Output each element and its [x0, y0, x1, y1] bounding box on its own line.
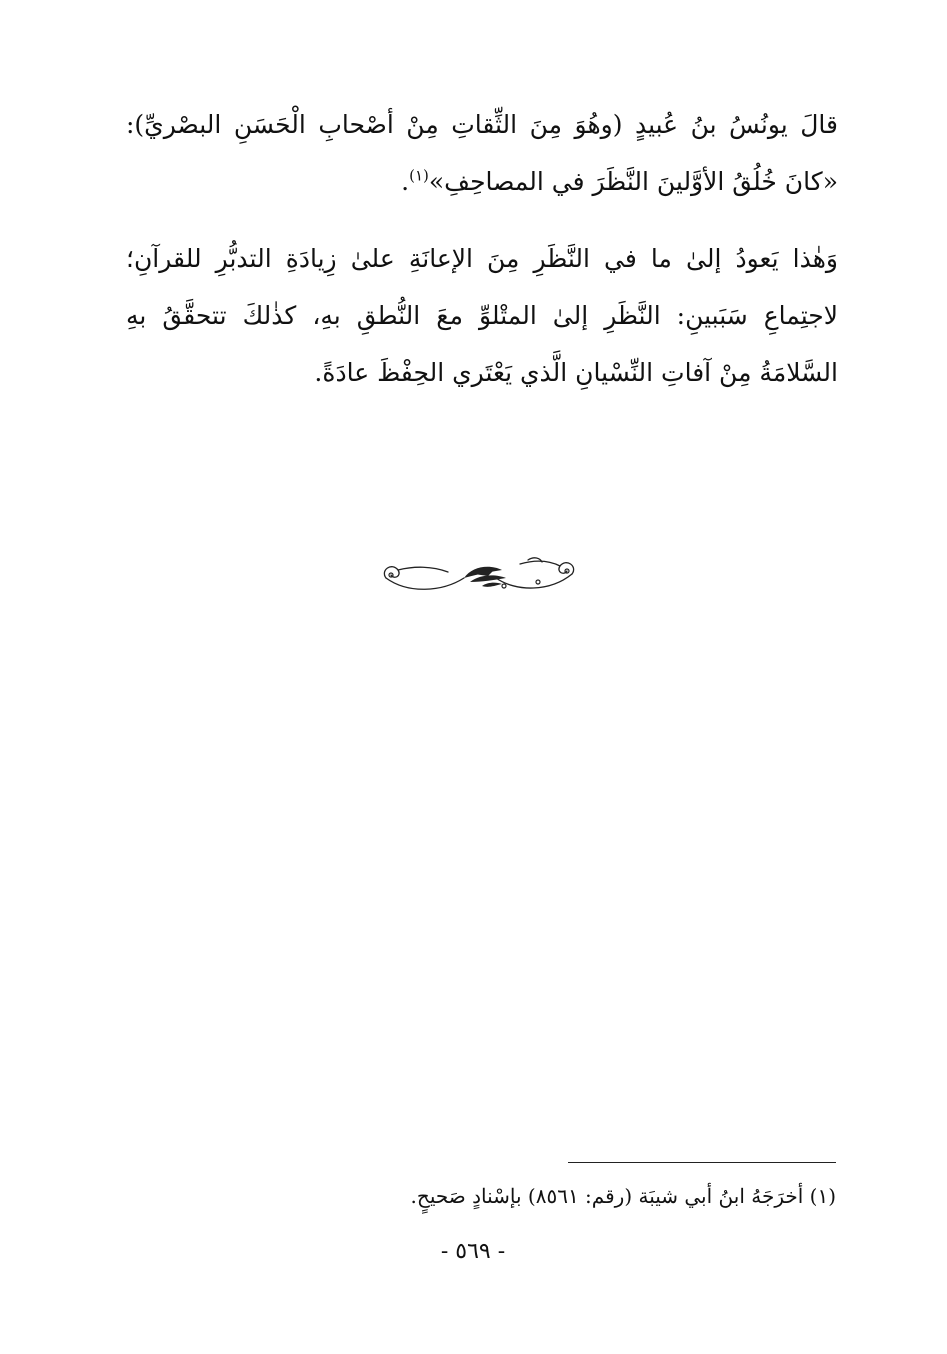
footnote-reference: (١) — [409, 166, 429, 185]
paragraph-quote — [126, 96, 838, 210]
paragraph-quote-end: . — [401, 167, 410, 196]
floral-divider-icon — [378, 548, 580, 600]
footnote: (١) أخرَجَهُ ابنُ أبي شيبَة (رقم: ٨٥٦١) بإسْنادٍ صَحيحٍ. — [410, 1184, 836, 1208]
page-number: - ٥٦٩ - — [440, 1239, 506, 1264]
footnote-divider — [568, 1162, 836, 1163]
paragraph-explanation: وَهٰذا يَعودُ إلىٰ ما في النَّظَرِ مِنَ الإعانَةِ علىٰ زِيادَةِ التدبُّرِ للقرآنِ؛ لاجتِماعِ سَبَبينِ: النَّظَرِ إلىٰ المتْلوِّ معَ النُّطقِ بهِ، كذٰلكَ تتحقَّقُ بهِ السَّلامَةُ مِنْ آفاتِ النِّسْيانِ الَّذي يَعْتَري الحِفْظَ عادَةً. — [126, 244, 838, 387]
paragraph-quote-text: قالَ يونُسُ بنُ عُبيدٍ (وهُوَ مِنَ الثِّقاتِ مِنْ أصْحابِ الْحَسَنِ البصْريِّ): «كانَ خُلُقُ الأوَّلينَ النَّظَرَ في المصاحِفِ» — [126, 110, 838, 196]
